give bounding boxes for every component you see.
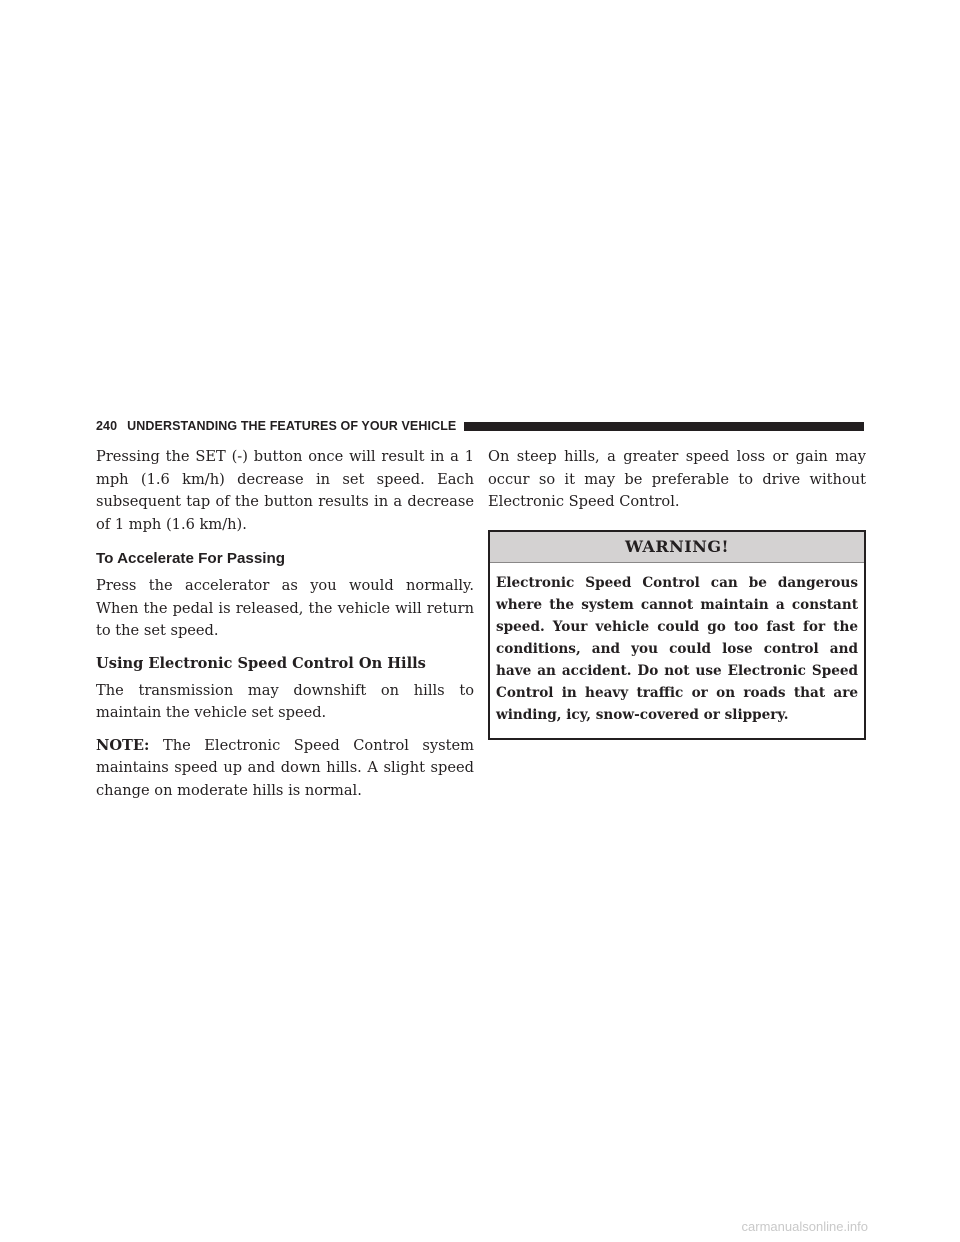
heading-accelerate-for-passing: To Accelerate For Passing (96, 550, 286, 567)
left-column (96, 446, 474, 812)
paragraph-hills: The transmission may downshift on hills to maintain the vehicle set speed. (96, 681, 474, 721)
section-title: UNDERSTANDING THE FEATURES OF YOUR VEHICLE (127, 419, 457, 433)
note-text: The Electronic Speed Control system maintains speed up and down hills. A slight speed change on moderate hills is normal. (96, 736, 474, 799)
page-header (96, 416, 864, 436)
note-paragraph (96, 735, 474, 803)
warning-text: Electronic Speed Control can be dangerous where the system cannot maintain a constant speed. Your vehicle could go too fast for the conditions, and you could lose control and have an accident. Do not use Electronic Speed Control in heavy traffic or on roads that are winding, icy, snow-covered or slippery. (496, 574, 858, 723)
warning-title: WARNING! (490, 532, 864, 563)
header-rule (464, 422, 864, 431)
note-label: NOTE: (96, 736, 150, 754)
page-number: 240 (96, 419, 118, 433)
heading-speed-control-hills: Using Electronic Speed Control On Hills (96, 654, 426, 672)
right-column (488, 446, 866, 740)
paragraph-passing: Press the accelerator as you would normally. When the pedal is released, the vehicle will return to the set speed. (96, 577, 474, 639)
paragraph-steep-hills: On steep hills, a greater speed loss or gain may occur so it may be preferable to drive without Electronic Speed Control. (488, 448, 866, 510)
paragraph-set-minus: Pressing the SET (-) button once will result in a 1 mph (1.6 km/h) decrease in set speed. Each subsequent tap of the button results in a decrease of 1 mph (1.6 km/h). (96, 448, 474, 533)
watermark: carmanualsonline.info (741, 1219, 868, 1234)
warning-box (488, 530, 866, 740)
